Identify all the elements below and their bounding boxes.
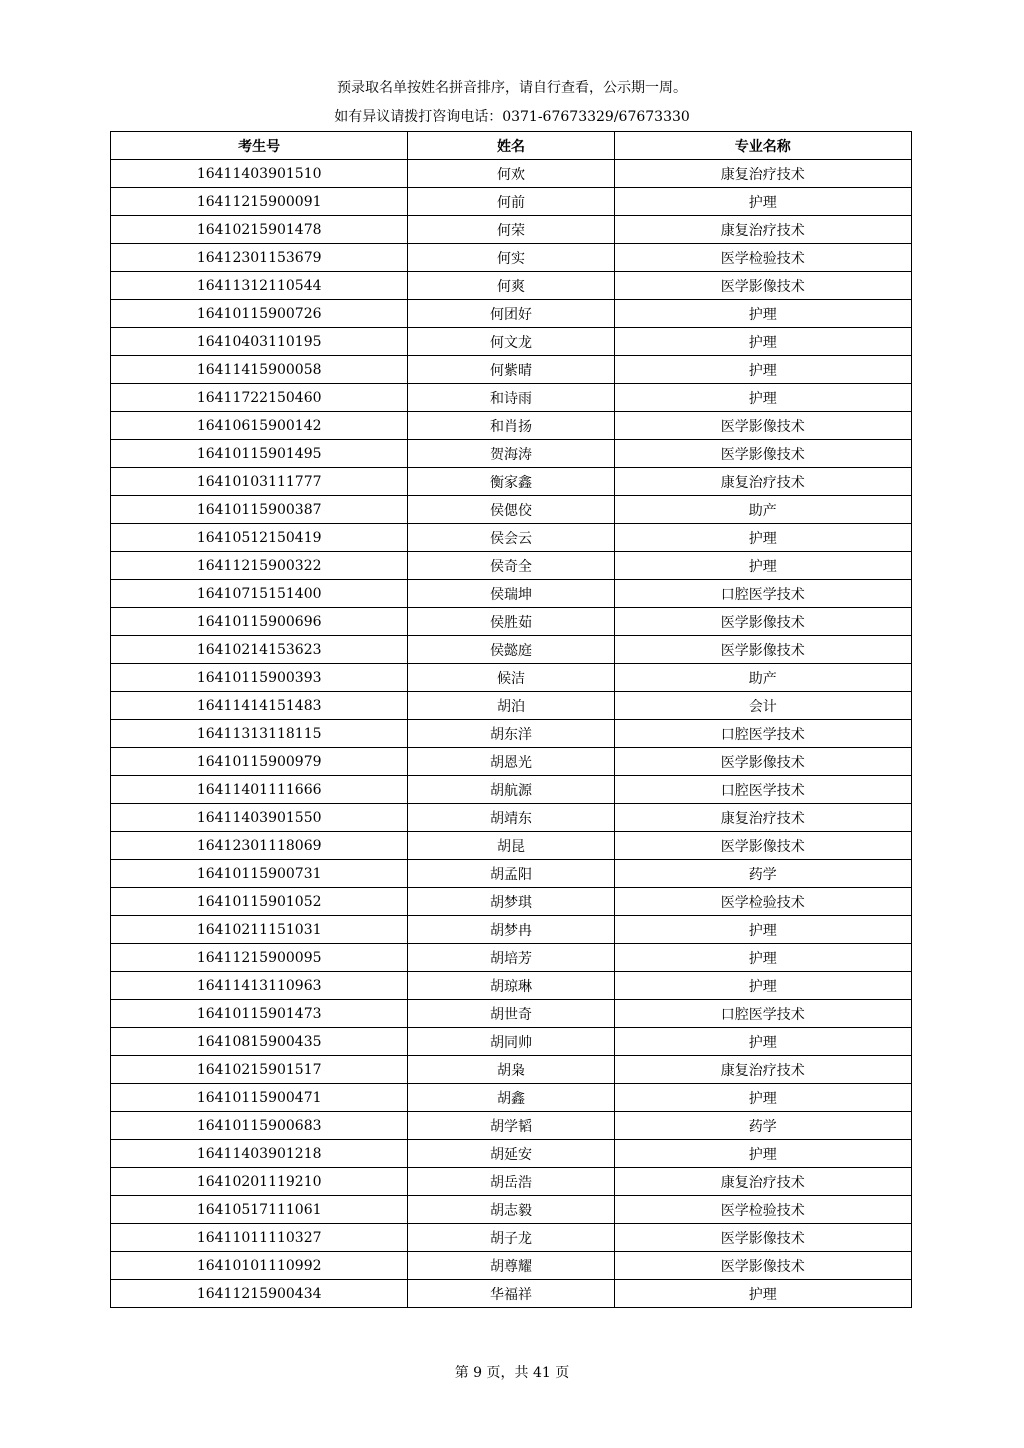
cell-candidate-id: 16411312110544 — [111, 272, 408, 300]
cell-candidate-id: 16410115901473 — [111, 1000, 408, 1028]
cell-name: 胡靖东 — [408, 804, 614, 832]
cell-major: 医学影像技术 — [614, 412, 911, 440]
cell-major: 口腔医学技术 — [614, 776, 911, 804]
table-row — [111, 720, 912, 748]
cell-major: 医学影像技术 — [614, 748, 911, 776]
table-row — [111, 1280, 912, 1308]
cell-major: 医学影像技术 — [614, 272, 911, 300]
page-footer: 第 9 页，共 41 页 — [454, 1365, 570, 1381]
cell-major: 医学影像技术 — [614, 832, 911, 860]
table-row — [111, 888, 912, 916]
cell-candidate-id: 16410215901478 — [111, 216, 408, 244]
table-row — [111, 692, 912, 720]
cell-name: 胡泊 — [408, 692, 614, 720]
table-row — [111, 1112, 912, 1140]
cell-candidate-id: 16410615900142 — [111, 412, 408, 440]
cell-major: 医学影像技术 — [614, 1224, 911, 1252]
cell-candidate-id: 16410517111061 — [111, 1196, 408, 1224]
cell-name: 胡世奇 — [408, 1000, 614, 1028]
cell-major: 护理 — [614, 1280, 911, 1308]
cell-candidate-id: 16411403901510 — [111, 160, 408, 188]
cell-name: 胡恩光 — [408, 748, 614, 776]
cell-major: 护理 — [614, 972, 911, 1000]
cell-candidate-id: 16411011110327 — [111, 1224, 408, 1252]
cell-major: 护理 — [614, 1084, 911, 1112]
cell-candidate-id: 16410214153623 — [111, 636, 408, 664]
cell-name: 胡琼琳 — [408, 972, 614, 1000]
table-row — [111, 636, 912, 664]
cell-name: 何荣 — [408, 216, 614, 244]
table-row — [111, 1196, 912, 1224]
cell-name: 胡志毅 — [408, 1196, 614, 1224]
table-row — [111, 412, 912, 440]
cell-candidate-id: 16410115901052 — [111, 888, 408, 916]
table-row — [111, 1084, 912, 1112]
header-name: 姓名 — [408, 132, 614, 160]
cell-name: 胡孟阳 — [408, 860, 614, 888]
table-row — [111, 664, 912, 692]
header-candidate-id: 考生号 — [111, 132, 408, 160]
table-row — [111, 832, 912, 860]
table-row — [111, 1252, 912, 1280]
cell-major: 药学 — [614, 860, 911, 888]
cell-candidate-id: 16410103111777 — [111, 468, 408, 496]
cell-candidate-id: 16411215900091 — [111, 188, 408, 216]
cell-name: 和肖扬 — [408, 412, 614, 440]
table-header-row — [111, 132, 912, 160]
cell-name: 胡航源 — [408, 776, 614, 804]
cell-major: 康复治疗技术 — [614, 468, 911, 496]
cell-candidate-id: 16412301118069 — [111, 832, 408, 860]
cell-major: 护理 — [614, 384, 911, 412]
cell-name: 候洁 — [408, 664, 614, 692]
cell-major: 助产 — [614, 496, 911, 524]
admission-list-table — [110, 131, 912, 1308]
cell-major: 医学检验技术 — [614, 1196, 911, 1224]
cell-major: 会计 — [614, 692, 911, 720]
cell-name: 何实 — [408, 244, 614, 272]
cell-candidate-id: 16410115900393 — [111, 664, 408, 692]
cell-name: 胡枭 — [408, 1056, 614, 1084]
cell-candidate-id: 16410101110992 — [111, 1252, 408, 1280]
cell-candidate-id: 16410115900471 — [111, 1084, 408, 1112]
header-major: 专业名称 — [614, 132, 911, 160]
notice-line-sort-order: 预录取名单按姓名拼音排序，请自行查看，公示期一周。 — [337, 80, 687, 96]
table-row — [111, 748, 912, 776]
table-row — [111, 1224, 912, 1252]
table-row — [111, 944, 912, 972]
cell-name: 何前 — [408, 188, 614, 216]
table-row — [111, 580, 912, 608]
table-row — [111, 244, 912, 272]
cell-major: 护理 — [614, 916, 911, 944]
cell-name: 何紫晴 — [408, 356, 614, 384]
table-row — [111, 804, 912, 832]
cell-name: 胡培芳 — [408, 944, 614, 972]
cell-name: 侯瑞坤 — [408, 580, 614, 608]
cell-major: 医学影像技术 — [614, 636, 911, 664]
cell-major: 口腔医学技术 — [614, 1000, 911, 1028]
cell-candidate-id: 16411722150460 — [111, 384, 408, 412]
cell-major: 康复治疗技术 — [614, 160, 911, 188]
cell-name: 侯偲佼 — [408, 496, 614, 524]
cell-name: 侯会云 — [408, 524, 614, 552]
cell-name: 胡学韬 — [408, 1112, 614, 1140]
cell-name: 胡鑫 — [408, 1084, 614, 1112]
cell-name: 胡岳浩 — [408, 1168, 614, 1196]
cell-candidate-id: 16411413110963 — [111, 972, 408, 1000]
cell-major: 康复治疗技术 — [614, 1168, 911, 1196]
cell-name: 何团好 — [408, 300, 614, 328]
cell-name: 胡同帅 — [408, 1028, 614, 1056]
cell-candidate-id: 16410115900731 — [111, 860, 408, 888]
table-row — [111, 916, 912, 944]
cell-candidate-id: 16411215900434 — [111, 1280, 408, 1308]
cell-major: 医学检验技术 — [614, 244, 911, 272]
cell-major: 护理 — [614, 356, 911, 384]
cell-major: 护理 — [614, 524, 911, 552]
table-row — [111, 1028, 912, 1056]
cell-candidate-id: 16410201119210 — [111, 1168, 408, 1196]
cell-candidate-id: 16411415900058 — [111, 356, 408, 384]
cell-candidate-id: 16410215901517 — [111, 1056, 408, 1084]
cell-candidate-id: 16410115900696 — [111, 608, 408, 636]
table-row — [111, 300, 912, 328]
notice-line-contact-phone: 如有异议请拨打咨询电话：0371-67673329/67673330 — [334, 109, 690, 125]
cell-candidate-id: 16410715151400 — [111, 580, 408, 608]
table-row — [111, 1000, 912, 1028]
cell-major: 医学影像技术 — [614, 608, 911, 636]
cell-candidate-id: 16411403901550 — [111, 804, 408, 832]
cell-candidate-id: 16410115900683 — [111, 1112, 408, 1140]
cell-major: 医学影像技术 — [614, 1252, 911, 1280]
cell-name: 胡延安 — [408, 1140, 614, 1168]
cell-name: 华福祥 — [408, 1280, 614, 1308]
cell-major: 药学 — [614, 1112, 911, 1140]
cell-major: 护理 — [614, 1140, 911, 1168]
cell-name: 衡家鑫 — [408, 468, 614, 496]
cell-name: 胡梦冉 — [408, 916, 614, 944]
table-row — [111, 972, 912, 1000]
cell-candidate-id: 16410403110195 — [111, 328, 408, 356]
table-row — [111, 776, 912, 804]
cell-candidate-id: 16410815900435 — [111, 1028, 408, 1056]
cell-name: 侯懿庭 — [408, 636, 614, 664]
cell-name: 胡昆 — [408, 832, 614, 860]
cell-candidate-id: 16411215900095 — [111, 944, 408, 972]
cell-name: 何爽 — [408, 272, 614, 300]
cell-candidate-id: 16410211151031 — [111, 916, 408, 944]
cell-candidate-id: 16411401111666 — [111, 776, 408, 804]
table-row — [111, 552, 912, 580]
cell-candidate-id: 16411403901218 — [111, 1140, 408, 1168]
table-row — [111, 356, 912, 384]
cell-candidate-id: 16410115901495 — [111, 440, 408, 468]
cell-major: 护理 — [614, 328, 911, 356]
cell-candidate-id: 16410512150419 — [111, 524, 408, 552]
table-row — [111, 496, 912, 524]
cell-major: 医学检验技术 — [614, 888, 911, 916]
table-row — [111, 216, 912, 244]
cell-major: 康复治疗技术 — [614, 1056, 911, 1084]
cell-major: 护理 — [614, 300, 911, 328]
cell-candidate-id: 16411414151483 — [111, 692, 408, 720]
cell-name: 胡子龙 — [408, 1224, 614, 1252]
cell-major: 口腔医学技术 — [614, 720, 911, 748]
table-row — [111, 160, 912, 188]
table-row — [111, 1056, 912, 1084]
cell-major: 护理 — [614, 944, 911, 972]
cell-candidate-id: 16410115900387 — [111, 496, 408, 524]
cell-name: 何欢 — [408, 160, 614, 188]
cell-major: 医学影像技术 — [614, 440, 911, 468]
cell-candidate-id: 16410115900979 — [111, 748, 408, 776]
cell-name: 贺海涛 — [408, 440, 614, 468]
cell-name: 胡东洋 — [408, 720, 614, 748]
table-row — [111, 468, 912, 496]
table-row — [111, 860, 912, 888]
cell-candidate-id: 16412301153679 — [111, 244, 408, 272]
cell-name: 侯胜茹 — [408, 608, 614, 636]
cell-name: 何文龙 — [408, 328, 614, 356]
cell-candidate-id: 16410115900726 — [111, 300, 408, 328]
table-row — [111, 524, 912, 552]
cell-major: 护理 — [614, 1028, 911, 1056]
cell-major: 助产 — [614, 664, 911, 692]
cell-name: 胡梦琪 — [408, 888, 614, 916]
table-row — [111, 440, 912, 468]
table-row — [111, 608, 912, 636]
cell-candidate-id: 16411215900322 — [111, 552, 408, 580]
table-row — [111, 1168, 912, 1196]
table-body — [111, 160, 912, 1308]
cell-major: 口腔医学技术 — [614, 580, 911, 608]
table-row — [111, 1140, 912, 1168]
table-row — [111, 272, 912, 300]
cell-major: 康复治疗技术 — [614, 216, 911, 244]
table-row — [111, 384, 912, 412]
cell-name: 侯奇全 — [408, 552, 614, 580]
cell-major: 护理 — [614, 188, 911, 216]
cell-candidate-id: 16411313118115 — [111, 720, 408, 748]
cell-name: 和诗雨 — [408, 384, 614, 412]
cell-major: 护理 — [614, 552, 911, 580]
table-row — [111, 328, 912, 356]
cell-name: 胡尊耀 — [408, 1252, 614, 1280]
table-row — [111, 188, 912, 216]
cell-major: 康复治疗技术 — [614, 804, 911, 832]
